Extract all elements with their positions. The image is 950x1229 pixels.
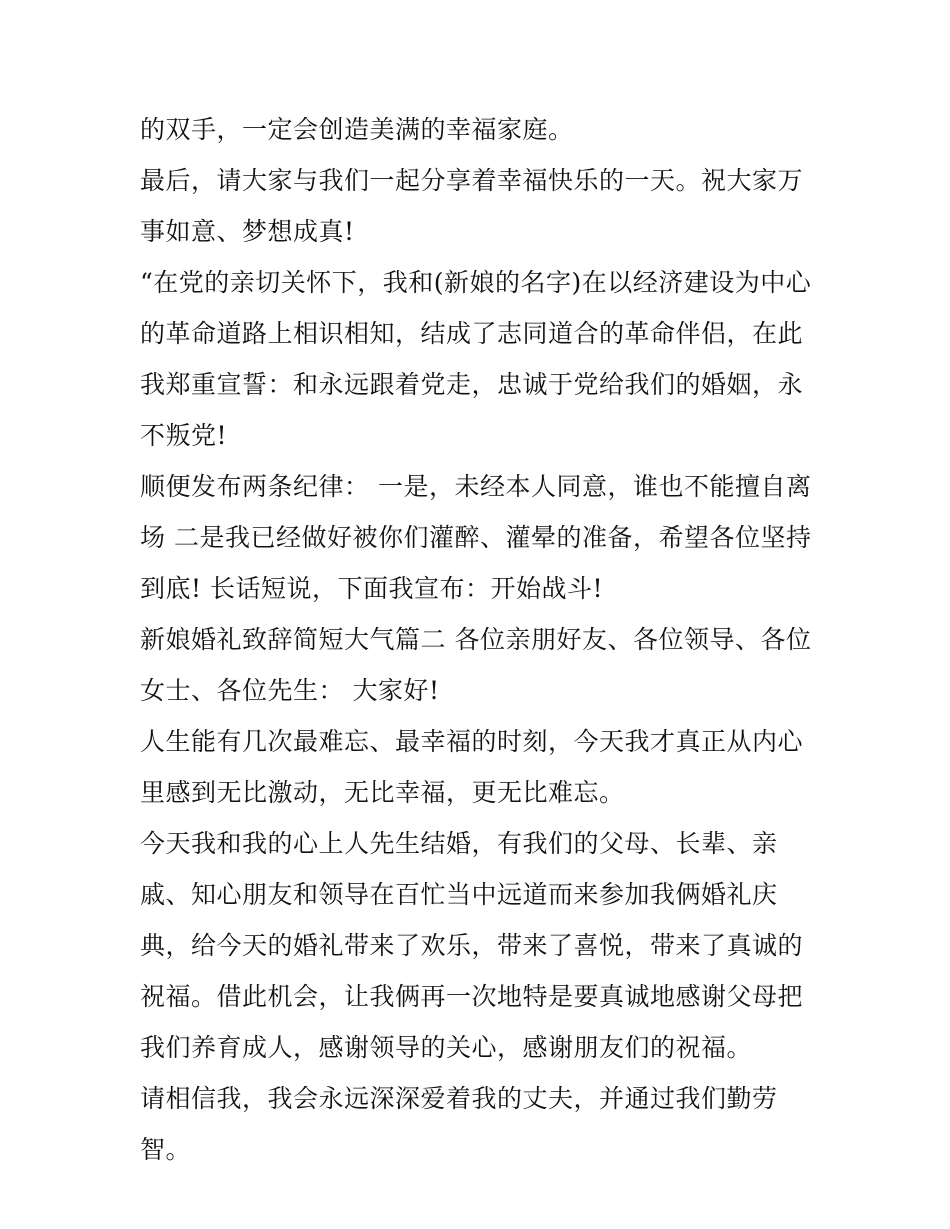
paragraph: 人生能有几次最难忘、最幸福的时刻，今天我才真正从内心里感到无比激动，无比幸福，更无比难忘。 <box>140 727 804 807</box>
paragraph: 顺便发布两条纪律： 一是，未经本人同意，谁也不能擅自离场 二是我已经做好被你们灌醉、灌晕的准备，希望各位坚持到底! 长话短说，下面我宣布：开始战斗! <box>140 472 812 603</box>
paragraph: 的双手，一定会创造美满的幸福家庭。 <box>140 115 574 144</box>
document-body <box>140 104 820 1175</box>
paragraph: 今天我和我的心上人先生结婚，有我们的父母、长辈、亲戚、知心朋友和领导在百忙当中远道而来参加我俩婚礼庆典，给今天的婚礼带来了欢乐，带来了喜悦，带来了真诚的祝福。借此机会，让我俩再一次地特是要真诚地感谢父母把我们养育成人，感谢领导的关心，感谢朋友们的祝福。 <box>140 829 804 1062</box>
paragraph: “在党的亲切关怀下，我和(新娘的名字)在以经济建设为中心的革命道路上相识相知，结成了志同道合的革命伴侣，在此我郑重宣誓：和永远跟着党走，忠诚于党给我们的婚姻，永不叛党! <box>140 268 812 450</box>
paragraph: 请相信我，我会永远深深爱着我的丈夫，并通过我们勤劳智。 <box>140 1084 778 1164</box>
paragraph: 最后，请大家与我们一起分享着幸福快乐的一天。祝大家万事如意、梦想成真! <box>140 166 804 246</box>
paragraph: 新娘婚礼致辞简短大气篇二 各位亲朋好友、各位领导、各位女士、各位先生： 大家好! <box>140 625 812 705</box>
